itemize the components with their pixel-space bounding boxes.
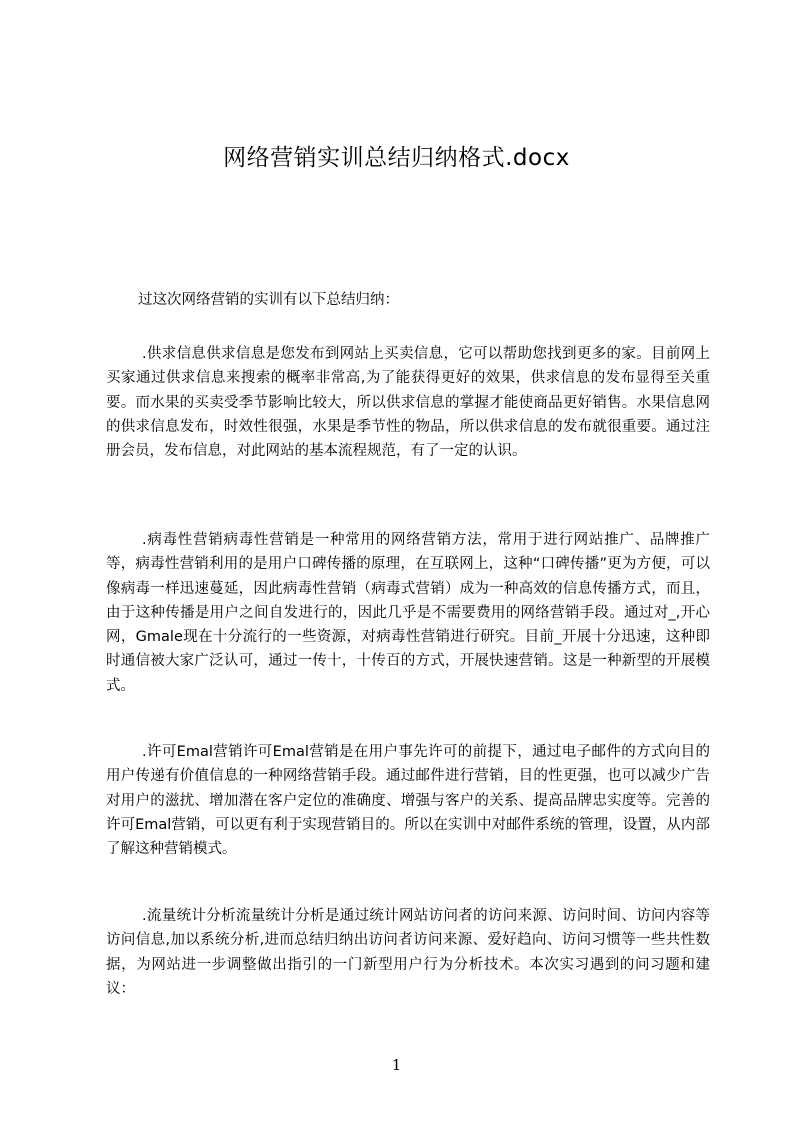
paragraph-traffic-analysis: .流量统计分析流量统计分析是通过统计网站访问者的访问来源、访问时间、访问内容等访问信息,加以系统分析,进而总结归纳出访问者访问来源、爱好趋向、访问习惯等一些共性数据，为网站进一步调整做出指引的一门新型用户行为分析技术。本次实习遇到的问习题和建议： (106, 908, 710, 997)
intro-line: 过这次网络营销的实训有以下总结归纳： (138, 292, 399, 308)
paragraph-email-marketing: .许可Emal营销许可Emal营销是在用户事先许可的前提下，通过电子邮件的方式向目的用户传递有价值信息的一种网络营销手段。通过邮件进行营销，目的性更强，也可以减少广告对用户的滋扰、增加潜在客户定位的准确度、增强与客户的关系、提高品牌忠实度等。完善的许可Emal营销，可以更有利于实现营销目的。所以在实训中对邮件系统的管理，设置，从内部了解这种营销模式。 (106, 744, 710, 858)
page-number: 1 (391, 1056, 402, 1074)
document-title: 网络营销实训总结归纳格式.docx (223, 145, 570, 171)
paragraph-viral-marketing: .病毒性营销病毒性营销是一种常用的网络营销方法，常用于进行网站推广、品牌推广等，病毒性营销利用的是用户口碑传播的原理，在互联网上，这种“口碑传播”更为方便，可以像病毒一样迅速蔓延，因此病毒性营销（病毒式营销）成为一种高效的信息传播方式，而且，由于这种传播是用户之间自发进行的，因此几乎是不需要费用的网络营销手段。通过对_,开心网，Gmale现在十分流行的一些资源，对病毒性营销进行研究。目前_开展十分迅速，这种即时通信被大家广泛认可，通过一传十，十传百的方式，开展快速营销。这是一种新型的开展模式。 (106, 532, 710, 694)
paragraph-supply-demand: .供求信息供求信息是您发布到网站上买卖信息，它可以帮助您找到更多的家。目前网上买家通过供求信息来搜索的概率非常高,为了能获得更好的效果，供求信息的发布显得至关重要。而水果的买卖受季节影响比较大，所以供求信息的掌握才能使商品更好销售。水果信息网的供求信息发布，时效性很强，水果是季节性的物品，所以供求信息的发布就很重要。通过注册会员，发布信息，对此网站的基本流程规范，有了一定的认识。 (106, 346, 710, 460)
